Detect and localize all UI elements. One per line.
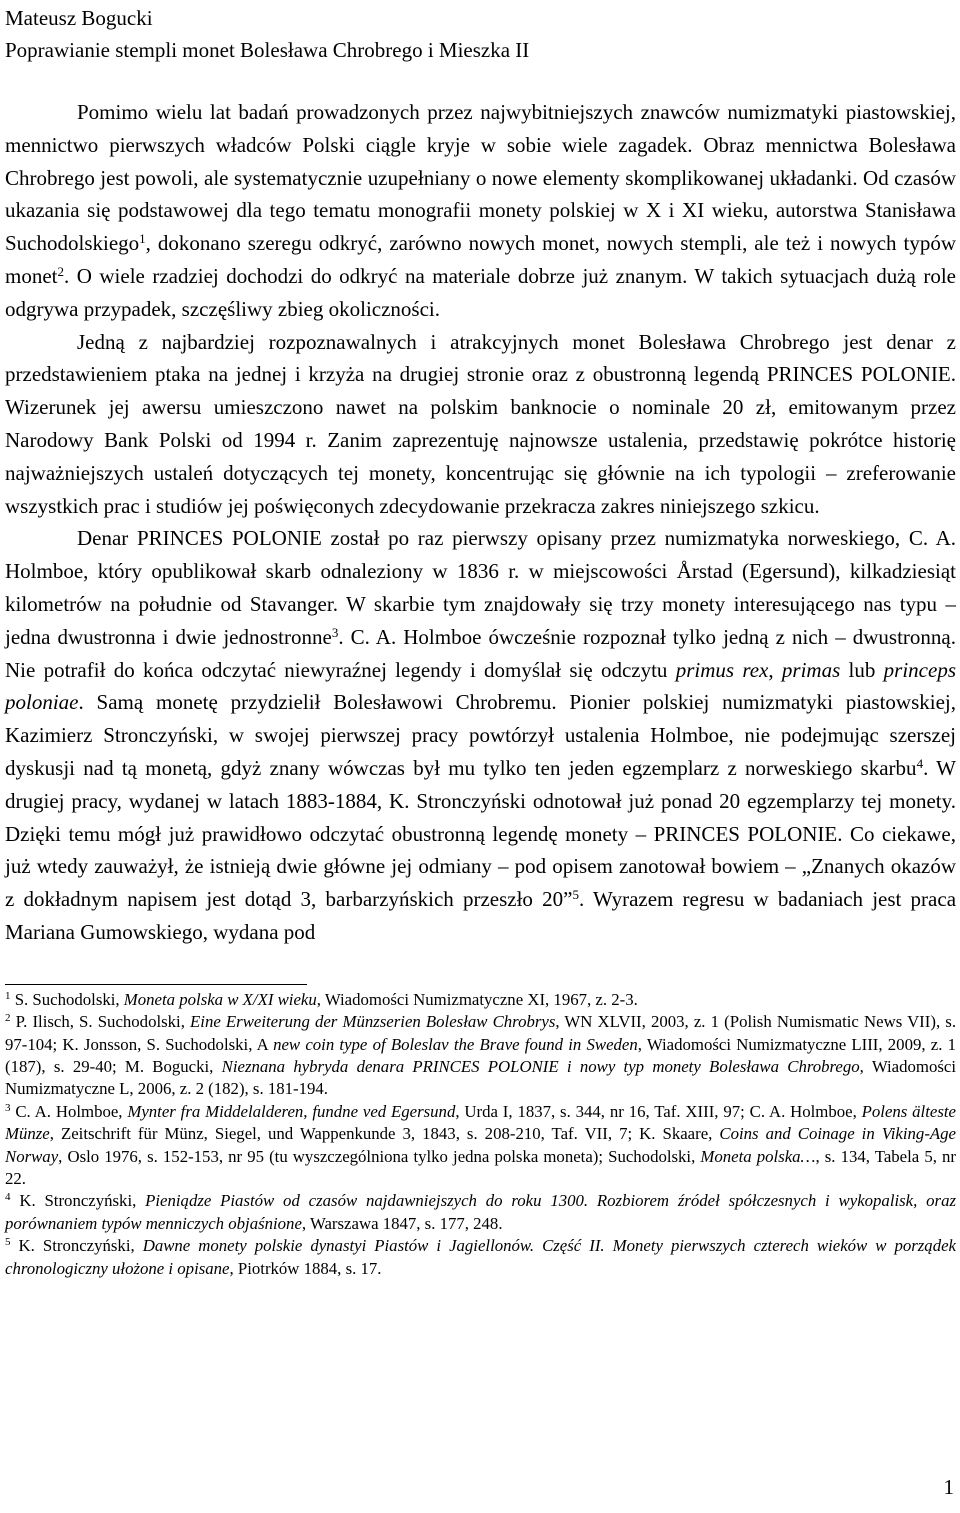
italic-text: primas [781, 657, 841, 682]
text-run: . O wiele rzadziej dochodzi do odkryć na materiale dobrze już znanym. W takich sytuacjach dużą role odgrywa przypadek, szczęśliwy zbieg okoliczności. [5, 263, 956, 321]
footnote-number: 2 [5, 1012, 11, 1025]
text-run: . W drugiej pracy, wydanej w latach 1883-1884, K. Stronczyński odnotował już ponad 20 egzemplarzy tej monety. Dzięki temu mógł już prawidłowo odczytać obustronną legendę monety – PRINCES POLONIE. Co ciekawe, już wtedy zauważył, że istnieją dwie główne jej odmiany – pod opisem zanotował bowiem – „Znanych okazów z dokładnym napisem jest dotąd 3, barbarzyńskich przeszło 20” [5, 755, 957, 912]
page-number: 1 [943, 1475, 954, 1499]
footnotes-section [5, 989, 956, 1280]
footnote-number: 1 [5, 989, 11, 1002]
text-run: lub [840, 657, 884, 682]
footnote-separator [5, 984, 307, 985]
footnote-italic-text: Dawne monety polskie dynastyi Piastów i Jagiellonów. Część II. Monety pierwszych czterech wieków w porządek chronologiczny ułożone i opisane [5, 1236, 956, 1278]
footnote-text: , Wiadomości Numizmatyczne L, 2006, z. 2 (182), s. 181-194. [5, 1056, 956, 1099]
footnote-ref-1: 1 [139, 231, 146, 247]
text-run: . Wyrazem regresu w badaniach jest praca Mariana Gumowskiego, wydana pod [5, 887, 957, 944]
footnote-text: P. Ilisch, S. Suchodolski, [10, 1012, 191, 1032]
footnote-italic-text: Coins and Coinage in Viking-Age Norway [5, 1124, 956, 1166]
footnote-italic-text: Moneta polska… [700, 1146, 816, 1166]
italic-text: princeps poloniae [5, 657, 956, 715]
text-run: . C. A. Holmboe ówcześnie rozpoznał tylko jedną z nich – dwustronną. Nie potrafił do końca odczytać niewyraźnej legendy i domyślał się odczytu [5, 624, 956, 682]
text-run: Jedną z najbardziej rozpoznawalnych i atrakcyjnych monet Bolesława Chrobrego jest denar z przedstawieniem ptaka na jednej i krzyża na drugiej stronie oraz z obustronną legendą PRINCES POLONIE. Wizerunek jej awersu umieszczono nawet na polskim banknocie o nominale 20 zł, emitowanym przez Narodowy Bank Polski od 1994 r. Zanim zaprezentuję najnowsze ustalenia, przedstawię pokrótce historię najważniejszych ustaleń dotyczących tej monety, koncentrując się głównie na ich typologii – zreferowanie wszystkich prac i studiów jej poświęconych zdecydowanie przekracza zakres niniejszego szkicu. [5, 329, 956, 518]
italic-text: primus rex [675, 657, 769, 682]
footnote-text: K. Stronczyński, [10, 1236, 143, 1256]
text-run: Pomimo wielu lat badań prowadzonych przez najwybitniejszych znawców numizmatyki piastowskiej, mennictwo pierwszych władców Polski ciągle kryje w sobie wiele zagadek. Obraz mennictwa Bolesława Chrobrego jest powoli, ale systematycznie uzupełniany o nowe elementy skomplikowanej układanki. Od czasów ukazania się podstawowej dla tego tematu monografii monety polskiej w X i XI wieku, autorstwa Stanisława Suchodolskiego [5, 100, 956, 256]
footnote-italic-text: Polens älteste Münze [5, 1101, 956, 1144]
footnote-italic-text: Eine Erweiterung der Münzserien Bolesław Chrobrys [190, 1012, 556, 1032]
footnote-text: , Urda I, 1837, s. 344, nr 16, Taf. XIII, 97; C. A. Holmboe, [455, 1101, 862, 1121]
footnote-text: , Wiadomości Numizmatyczne XI, 1967, z. 2-3. [316, 989, 638, 1009]
footnote-text: , Warszawa 1847, s. 177, 248. [301, 1213, 503, 1233]
author-name: Mateusz Bogucki [5, 6, 153, 30]
footnote-text: , Oslo 1976, s. 152-153, nr 95 (tu wyszczególniona tylko jedna polska moneta); Suchodolski, [58, 1146, 701, 1166]
paragraph-1 [5, 96, 956, 326]
footnote-ref-5: 5 [572, 887, 579, 903]
footnote-4 [5, 1190, 956, 1235]
paragraph-2 [5, 326, 956, 523]
footnote-italic-text: Mynter fra Middelalderen, fundne ved Egersund [127, 1101, 456, 1121]
footnote-italic-text: Moneta polska w X/XI wieku [123, 989, 317, 1009]
footnote-ref-3: 3 [331, 624, 339, 640]
footnote-number: 3 [5, 1101, 11, 1114]
footnote-text: , Wiadomości Numizmatyczne LIII, 2009, z. 1 (187), s. 29-40; M. Bogucki, [5, 1034, 956, 1076]
text-run: . Samą monetę przydzielił Bolesławowi Chrobremu. Pionier polskiej numizmatyki piastowskiej, Kazimierz Stronczyński, w swojej pierwszej pracy powtórzył ustalenia Holmboe, nie podejmując szerszej dyskusji nad tą monetą, gdyż znany wówczas był mu tylko ten jeden egzemplarz z norweskiego skarbu [5, 690, 956, 780]
footnote-number: 4 [5, 1191, 11, 1204]
footnote-5 [5, 1235, 956, 1280]
footnote-ref-2: 2 [57, 263, 64, 279]
footnote-text: K. Stronczyński, [10, 1191, 146, 1211]
footnote-text: , s. 134, Tabela 5, nr 22. [5, 1146, 956, 1188]
footnote-3 [5, 1101, 956, 1191]
footnote-number: 5 [5, 1236, 11, 1249]
footnote-2 [5, 1011, 956, 1101]
text-run: , dokonano szeregu odkryć, zarówno nowych monet, nowych stempli, ale też i nowych typów monet [5, 231, 956, 288]
footnote-text: S. Suchodolski, [10, 989, 124, 1009]
footnote-text: C. A. Holmboe, [10, 1101, 128, 1121]
header [5, 0, 956, 66]
text-run: , [768, 657, 782, 682]
footnote-text: , Zeitschrift für Münz, Siegel, und Wappenkunde 3, 1843, s. 208-210, Taf. VII, 7; K. Skaare, [49, 1124, 720, 1144]
body-text [5, 96, 956, 949]
footnote-text: , Piotrków 1884, s. 17. [229, 1258, 382, 1278]
footnote-italic-text: new coin type of Boleslav the Brave found in Sweden [273, 1034, 638, 1054]
footnote-italic-text: Pieniądze Piastów od czasów najdawniejszych do roku 1300. Rozbiorem źródeł spółczesnych i wykopalisk, oraz porównaniem typów menniczych objaśnione [5, 1191, 956, 1233]
article-title: Poprawianie stempli monet Bolesława Chrobrego i Mieszka II [5, 38, 530, 62]
footnote-1 [5, 989, 956, 1011]
footnote-text: , WN XLVII, 2003, z. 1 (Polish Numismatic News VII), s. 97-104; K. Jonsson, S. Suchodolski, A [5, 1012, 957, 1054]
footnote-italic-text: Nieznana hybryda denara PRINCES POLONIE i nowy typ monety Bolesława Chrobrego [221, 1056, 860, 1076]
paragraph-3 [5, 522, 956, 948]
text-run: Denar PRINCES POLONIE został po raz pierwszy opisany przez numizmatyka norweskiego, C. A. Holmboe, który opublikował skarb odnaleziony w 1836 r. w miejscowości Årstad (Egersund), kilkadziesiąt kilometrów na południe od Stavanger. W skarbie tym znajdowały się trzy monety interesującego nas typu – jedna dwustronna i dwie jednostronne [5, 526, 956, 649]
footnote-ref-4: 4 [916, 755, 924, 771]
